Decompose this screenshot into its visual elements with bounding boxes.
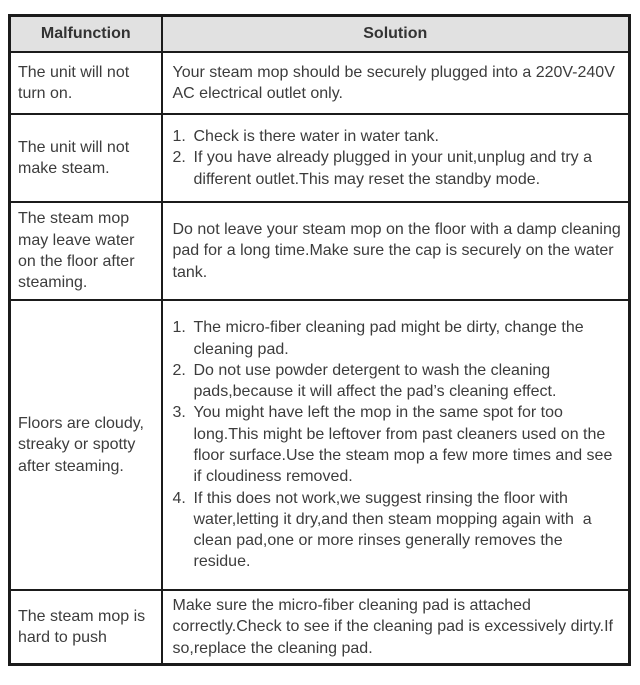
list-item-number: 2.	[172, 361, 186, 379]
solution-cell	[162, 590, 630, 664]
solution-list-item	[173, 126, 623, 147]
list-item-text: Do not use powder detergent to wash the cleaning pads,because it will affect the pad’s cleaning effect.	[193, 361, 557, 401]
solution-cell	[162, 300, 630, 590]
table-row	[10, 202, 630, 300]
malfunction-cell	[10, 52, 162, 114]
list-item-text: The micro-fiber cleaning pad might be dirty, change the cleaning pad.	[193, 319, 589, 358]
solution-list	[173, 317, 623, 572]
solution-list-item	[173, 488, 623, 573]
solution-cell	[162, 114, 630, 202]
list-item-text: You might have left the mop in the same spot for too long.This might be leftover from past cleaners used on the floor surface.Use the steam mop a few more times and see if cloudiness removed.	[193, 404, 617, 486]
table-row	[10, 114, 630, 202]
malfunction-text: The steam mop is hard to push	[18, 607, 150, 646]
list-item-text: If this does not work,we suggest rinsing the floor with water,letting it dry,and then steam mopping again with a clean pad,one or more rinses generally removes the residue.	[193, 489, 597, 571]
malfunction-cell	[10, 114, 162, 202]
malfunction-text: Floors are cloudy, streaky or spotty after steaming.	[18, 415, 149, 475]
malfunction-cell	[10, 202, 162, 300]
list-item-number: 4.	[172, 489, 186, 507]
solution-list-item	[173, 317, 623, 360]
solution-list-item	[173, 402, 623, 487]
troubleshooting-table	[8, 14, 631, 666]
solution-text: Your steam mop should be securely plugged into a 220V-240V AC electrical outlet only.	[172, 63, 623, 102]
list-item-text: Check is there water in water tank.	[193, 128, 439, 146]
col-header-solution: Solution	[162, 16, 630, 53]
table-row	[10, 300, 630, 590]
solution-list-item	[173, 147, 623, 190]
malfunction-text: The steam mop may leave water on the floor after steaming.	[18, 210, 139, 292]
list-item-text: If you have already plugged in your unit,unplug and try a different outlet.This may reset the standby mode.	[193, 149, 597, 188]
solution-text: Make sure the micro-fiber cleaning pad is attached correctly.Check to see if the cleaning pad is excessively dirty.If so,replace the cleaning pad.	[172, 597, 618, 657]
malfunction-text: The unit will not turn on.	[18, 63, 134, 102]
solution-cell	[162, 52, 630, 114]
table-row	[10, 590, 630, 664]
list-item-number: 1.	[172, 128, 186, 146]
table-header-row	[10, 16, 630, 53]
list-item-number: 3.	[172, 404, 186, 422]
solution-list	[173, 126, 623, 190]
list-item-number: 1.	[172, 319, 186, 337]
solution-cell	[162, 202, 630, 300]
col-header-malfunction: Malfunction	[10, 16, 162, 53]
malfunction-cell	[10, 300, 162, 590]
list-item-number: 2.	[172, 149, 186, 167]
malfunction-cell	[10, 590, 162, 664]
table-row	[10, 52, 630, 114]
malfunction-text: The unit will not make steam.	[18, 138, 134, 177]
solution-list-item	[173, 360, 623, 403]
solution-text: Do not leave your steam mop on the floor with a damp cleaning pad for a long time.Make sure the cap is securely on the water tank.	[172, 221, 626, 281]
